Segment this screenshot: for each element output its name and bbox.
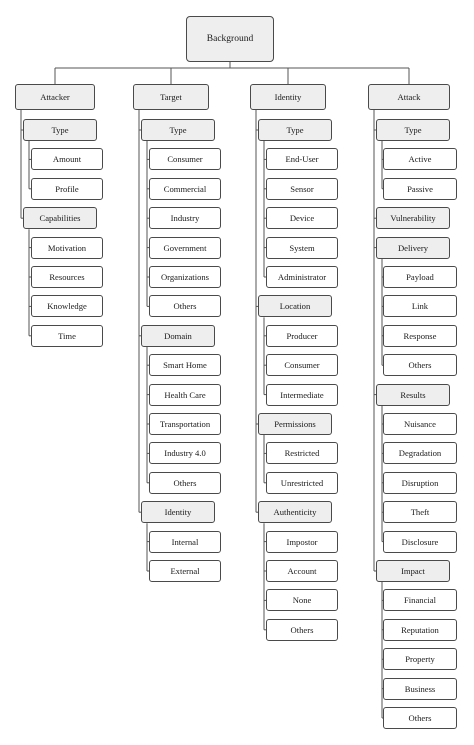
item-attacker-capabilities-knowledge: Knowledge — [31, 295, 103, 317]
item-attack-type-active: Active — [383, 148, 457, 170]
item-attack-impact-financial: Financial — [383, 589, 457, 611]
item-target-type-organizations: Organizations — [149, 266, 221, 288]
item-identity-type-end-user: End-User — [266, 148, 338, 170]
group-attack-results: Results — [376, 384, 450, 406]
item-attack-impact-others: Others — [383, 707, 457, 729]
item-identity-location-producer: Producer — [266, 325, 338, 347]
item-identity-type-device: Device — [266, 207, 338, 229]
group-attack-impact: Impact — [376, 560, 450, 582]
item-attacker-capabilities-motivation: Motivation — [31, 237, 103, 259]
item-target-domain-health-care: Health Care — [149, 384, 221, 406]
item-attacker-capabilities-time: Time — [31, 325, 103, 347]
item-attack-delivery-link: Link — [383, 295, 457, 317]
item-identity-permissions-restricted: Restricted — [266, 442, 338, 464]
item-attack-results-disruption: Disruption — [383, 472, 457, 494]
item-target-domain-smart-home: Smart Home — [149, 354, 221, 376]
item-target-domain-others: Others — [149, 472, 221, 494]
item-attacker-type-profile: Profile — [31, 178, 103, 200]
item-target-type-others: Others — [149, 295, 221, 317]
item-identity-authenticity-none: None — [266, 589, 338, 611]
group-identity-type: Type — [258, 119, 332, 141]
item-attack-impact-business: Business — [383, 678, 457, 700]
group-attack-type: Type — [376, 119, 450, 141]
item-identity-location-consumer: Consumer — [266, 354, 338, 376]
category-target: Target — [133, 84, 209, 110]
item-attack-delivery-others: Others — [383, 354, 457, 376]
category-identity: Identity — [250, 84, 326, 110]
item-attack-results-disclosure: Disclosure — [383, 531, 457, 553]
item-attack-results-degradation: Degradation — [383, 442, 457, 464]
group-target-identity: Identity — [141, 501, 215, 523]
item-target-type-industry: Industry — [149, 207, 221, 229]
item-identity-location-intermediate: Intermediate — [266, 384, 338, 406]
item-attack-results-theft: Theft — [383, 501, 457, 523]
item-attack-impact-reputation: Reputation — [383, 619, 457, 641]
item-identity-type-sensor: Sensor — [266, 178, 338, 200]
item-identity-type-system: System — [266, 237, 338, 259]
item-attacker-type-amount: Amount — [31, 148, 103, 170]
item-target-type-consumer: Consumer — [149, 148, 221, 170]
item-target-domain-transportation: Transportation — [149, 413, 221, 435]
group-identity-permissions: Permissions — [258, 413, 332, 435]
item-attack-impact-property: Property — [383, 648, 457, 670]
group-target-domain: Domain — [141, 325, 215, 347]
item-attack-delivery-payload: Payload — [383, 266, 457, 288]
group-attacker-type: Type — [23, 119, 97, 141]
root-node-background: Background — [186, 16, 274, 62]
item-target-domain-industry-4-0: Industry 4.0 — [149, 442, 221, 464]
category-attack: Attack — [368, 84, 450, 110]
item-identity-authenticity-account: Account — [266, 560, 338, 582]
item-target-type-government: Government — [149, 237, 221, 259]
item-target-identity-external: External — [149, 560, 221, 582]
item-attack-results-nuisance: Nuisance — [383, 413, 457, 435]
item-identity-type-administrator: Administrator — [266, 266, 338, 288]
item-attacker-capabilities-resources: Resources — [31, 266, 103, 288]
item-identity-authenticity-others: Others — [266, 619, 338, 641]
group-identity-authenticity: Authenticity — [258, 501, 332, 523]
item-attack-delivery-response: Response — [383, 325, 457, 347]
category-attacker: Attacker — [15, 84, 95, 110]
group-attack-delivery: Delivery — [376, 237, 450, 259]
item-attack-type-passive: Passive — [383, 178, 457, 200]
item-target-type-commercial: Commercial — [149, 178, 221, 200]
item-identity-permissions-unrestricted: Unrestricted — [266, 472, 338, 494]
item-identity-authenticity-impostor: Impostor — [266, 531, 338, 553]
group-attacker-capabilities: Capabilities — [23, 207, 97, 229]
item-target-identity-internal: Internal — [149, 531, 221, 553]
group-identity-location: Location — [258, 295, 332, 317]
group-target-type: Type — [141, 119, 215, 141]
group-attack-vulnerability: Vulnerability — [376, 207, 450, 229]
